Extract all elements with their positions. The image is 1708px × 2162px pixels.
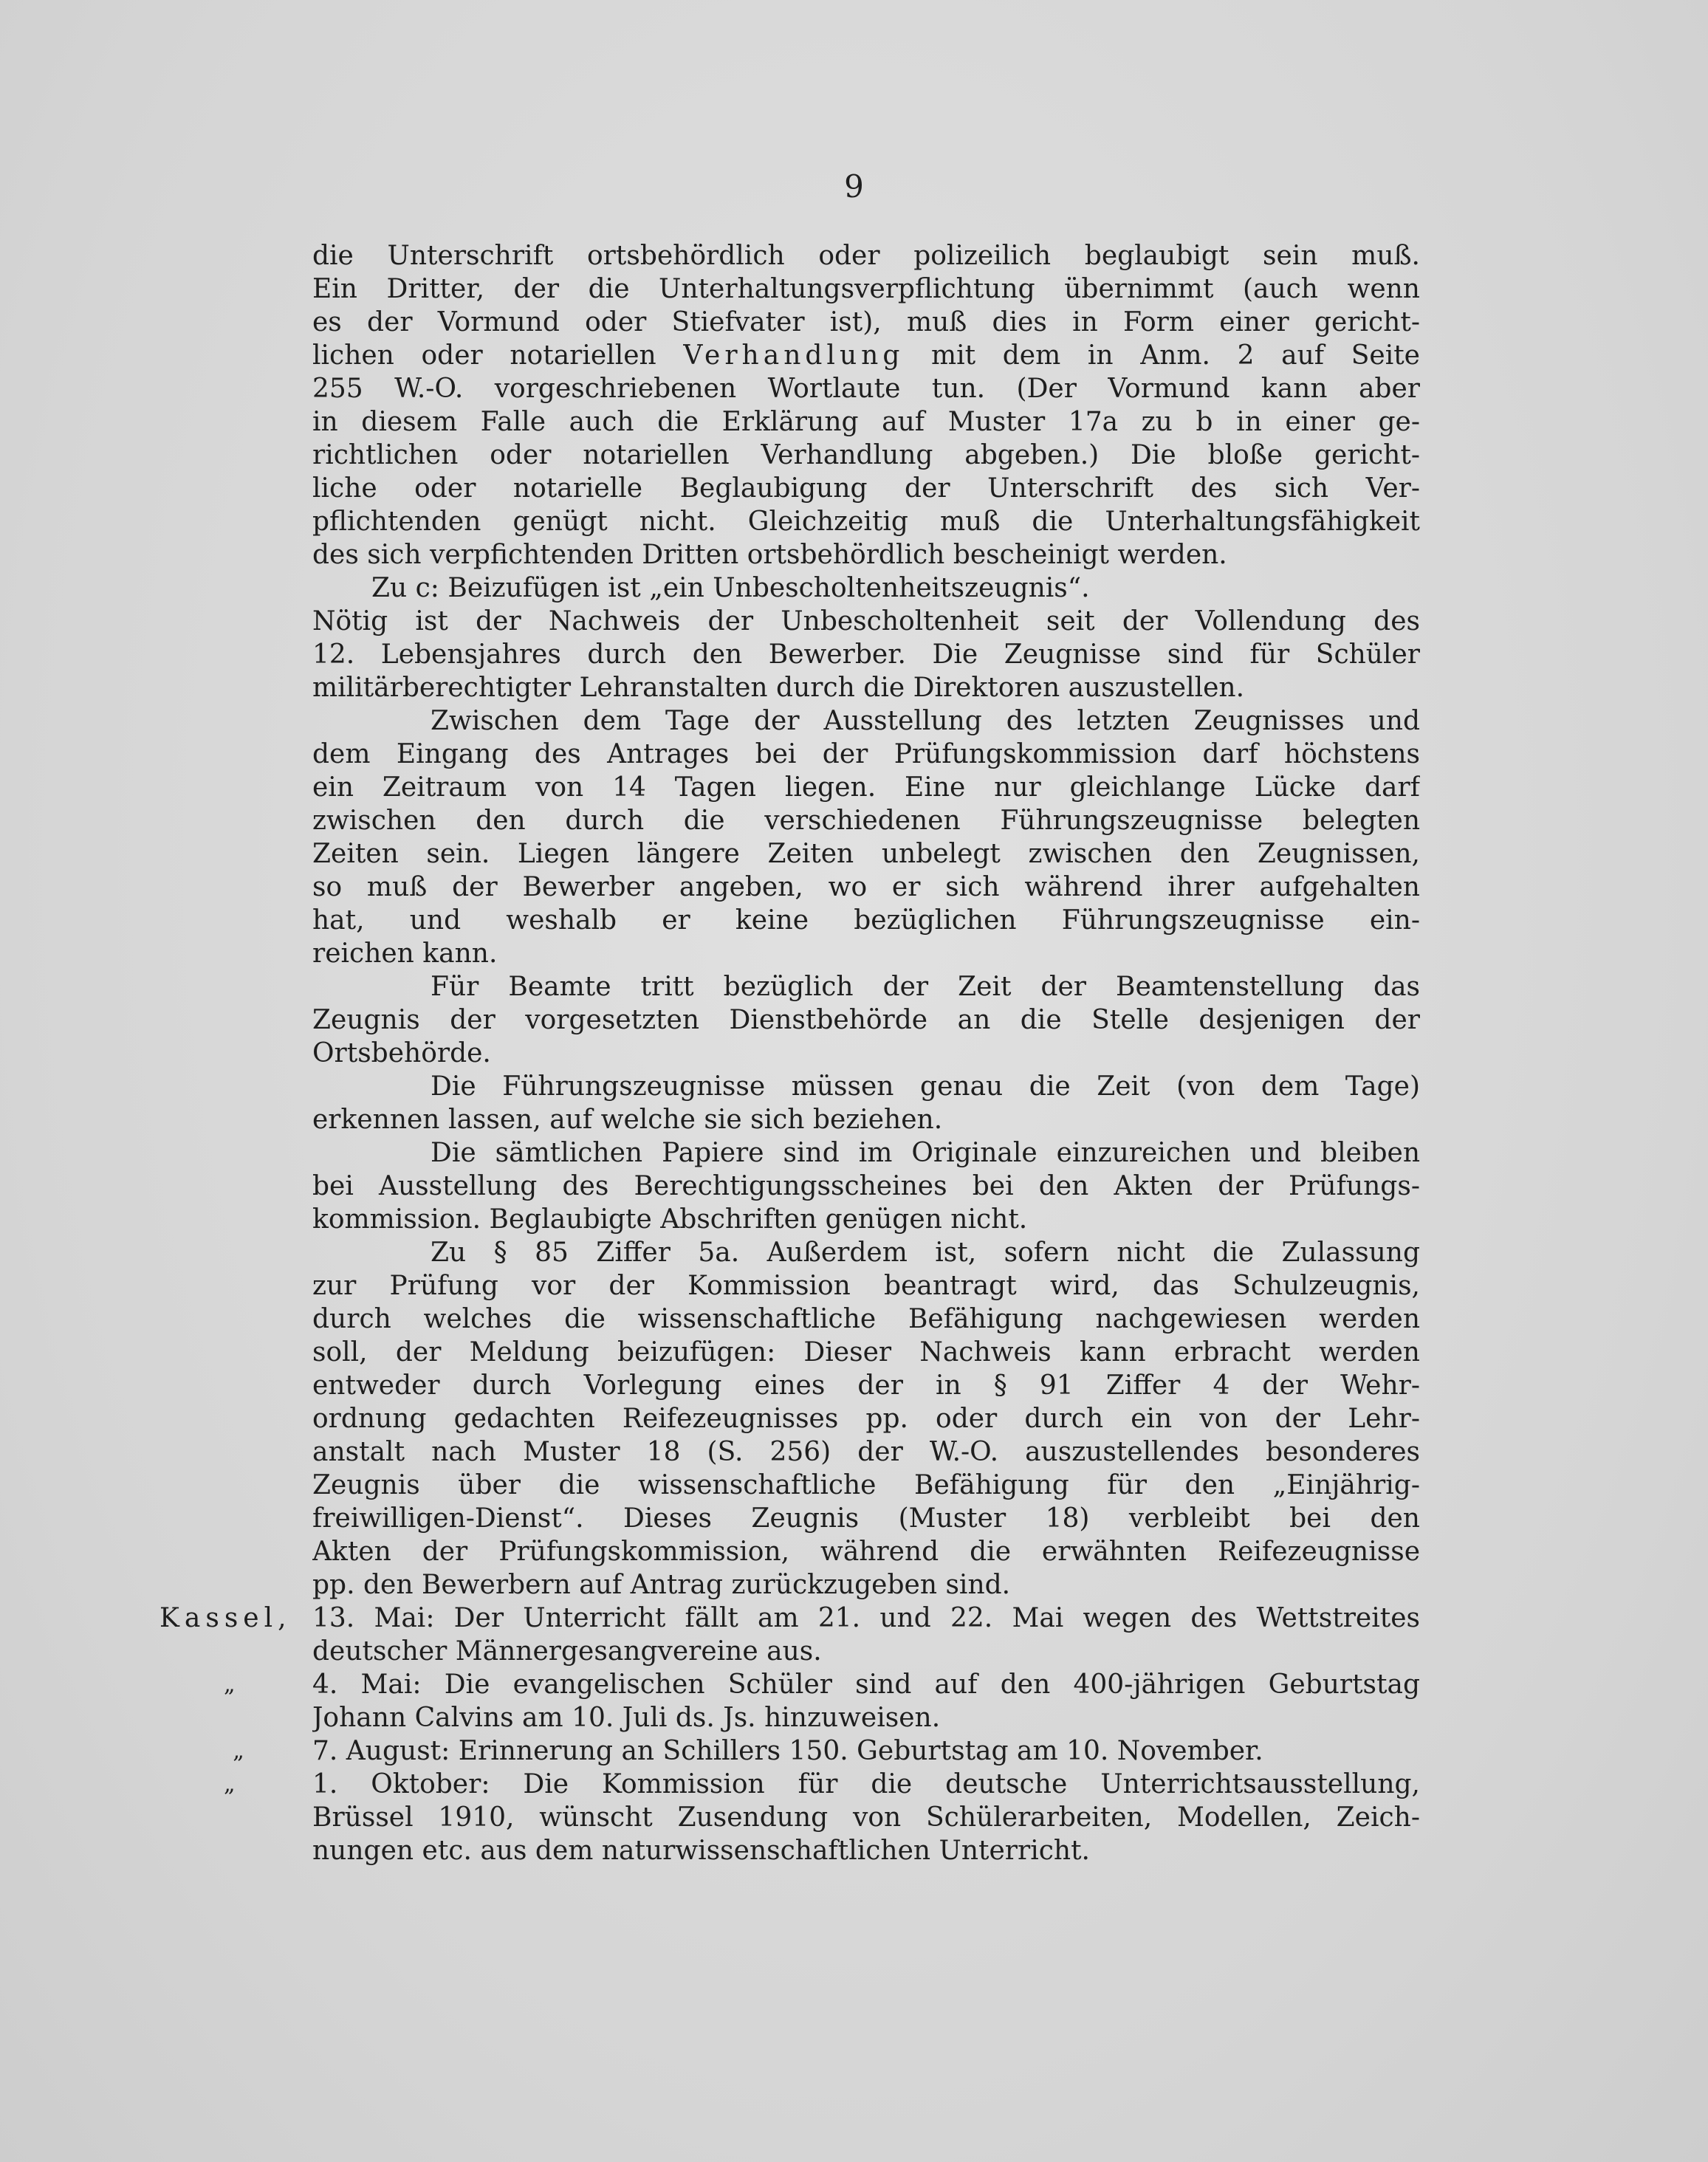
text-line: zwischen den durch die verschiedenen Führungszeugnisse belegten bbox=[312, 806, 1420, 836]
announcement-line bbox=[224, 1668, 1420, 1701]
announcement-line bbox=[224, 1768, 1420, 1801]
text-line: bei Ausstellung des Berechtigungsscheines bei den Akten der Prüfungs- bbox=[312, 1171, 1420, 1201]
text-line: Zeiten sein. Liegen längere Zeiten unbelegt zwischen den Zeugnissen, bbox=[312, 839, 1420, 869]
text-line: reichen kann. bbox=[312, 938, 498, 969]
ditto-mark: „ bbox=[224, 1672, 236, 1698]
text-line: erkennen lassen, auf welche sie sich beziehen. bbox=[312, 1105, 943, 1135]
text-line: dem Eingang des Antrages bei der Prüfungskommission darf höchstens bbox=[312, 739, 1420, 769]
text-line: Nötig ist der Nachweis der Unbescholtenheit seit der Vollendung des bbox=[312, 606, 1420, 636]
text-line: soll, der Meldung beizufügen: Dieser Nachweis kann erbracht werden bbox=[312, 1337, 1420, 1367]
announcement-text: 7. August: Erinnerung an Schillers 150. Geburtstag am 10. November. bbox=[312, 1736, 1263, 1766]
text-line: pp. den Bewerbern auf Antrag zurückzugeben sind. bbox=[312, 1570, 1011, 1600]
text-line: 255 W.-O. vorgeschriebenen Wortlaute tun. (Der Vormund kann aber bbox=[312, 374, 1420, 404]
text-fragment: lichen oder notariellen bbox=[312, 340, 656, 371]
text-line: kommission. Beglaubigte Abschriften genügen nicht. bbox=[312, 1204, 1028, 1235]
text-line: Zeugnis über die wissenschaftliche Befähigung für den „Einjährig- bbox=[312, 1470, 1420, 1500]
announcement-line: Johann Calvins am 10. Juli ds. Js. hinzuweisen. bbox=[312, 1703, 941, 1733]
text-line: militärberechtigter Lehranstalten durch die Direktoren auszustellen. bbox=[312, 673, 1245, 703]
text-line: zur Prüfung vor der Kommission beantragt wird, das Schulzeugnis, bbox=[312, 1271, 1420, 1301]
text-line: die Unterschrift ortsbehördlich oder polizeilich beglaubigt sein muß. bbox=[312, 241, 1420, 271]
announcement-line: deutscher Männergesangvereine aus. bbox=[312, 1636, 822, 1667]
text-line: ein Zeitraum von 14 Tagen liegen. Eine nur gleichlange Lücke darf bbox=[312, 772, 1420, 803]
text-line: Zwischen dem Tage der Ausstellung des letzten Zeugnisses und bbox=[431, 706, 1420, 736]
announcement-line: nungen etc. aus dem naturwissenschaftlichen Unterricht. bbox=[312, 1836, 1090, 1866]
city-label: Kassel, bbox=[160, 1603, 292, 1633]
body-text bbox=[160, 239, 1420, 1867]
text-line: so muß der Bewerber angeben, wo er sich während ihrer aufgehalten bbox=[312, 872, 1420, 902]
text-line: liche oder notarielle Beglaubigung der Unterschrift des sich Ver- bbox=[312, 473, 1420, 504]
text-line: ordnung gedachten Reifezeugnisses pp. oder durch ein von der Lehr- bbox=[312, 1404, 1420, 1434]
text-line: 12. Lebensjahres durch den Bewerber. Die Zeugnisse sind für Schüler bbox=[312, 639, 1420, 670]
text-line: in diesem Falle auch die Erklärung auf Muster 17a zu b in einer ge- bbox=[312, 407, 1420, 437]
ditto-mark: „ bbox=[224, 1771, 236, 1797]
announcement-text: 4. Mai: Die evangelischen Schüler sind auf den 400-jährigen Geburtstag bbox=[312, 1669, 1420, 1700]
text-line: pflichtenden genügt nicht. Gleichzeitig muß die Unterhaltungsfähigkeit bbox=[312, 507, 1420, 537]
text-fragment: mit dem in Anm. 2 auf Seite bbox=[931, 340, 1420, 371]
text-line: Zeugnis der vorgesetzten Dienstbehörde an die Stelle desjenigen der bbox=[312, 1005, 1420, 1035]
text-line: Akten der Prüfungskommission, während die erwähnten Reifezeugnisse bbox=[312, 1537, 1420, 1567]
text-line: Ein Dritter, der die Unterhaltungsverpflichtung übernimmt (auch wenn bbox=[312, 274, 1420, 304]
spaced-word-verhandlung: Verhandlung bbox=[683, 340, 905, 371]
text-line: Für Beamte tritt bezüglich der Zeit der Beamtenstellung das bbox=[431, 972, 1420, 1002]
text-line: es der Vormund oder Stiefvater ist), muß dies in Form einer gericht- bbox=[312, 307, 1420, 337]
text-line: Die sämtlichen Papiere sind im Originale einzureichen und bleiben bbox=[431, 1138, 1420, 1168]
announcement-line: Brüssel 1910, wünscht Zusendung von Schülerarbeiten, Modellen, Zeich- bbox=[312, 1802, 1420, 1833]
text-line: Zu c: Beizufügen ist „ein Unbescholtenheitszeugnis“. bbox=[371, 573, 1090, 603]
page-number: 9 bbox=[844, 168, 864, 205]
text-line: hat, und weshalb er keine bezüglichen Führungszeugnisse ein- bbox=[312, 905, 1420, 936]
announcement-text: 13. Mai: Der Unterricht fällt am 21. und 22. Mai wegen des Wettstreites bbox=[312, 1603, 1420, 1633]
text-line: Ortsbehörde. bbox=[312, 1038, 491, 1068]
text-line: des sich verpfichtenden Dritten ortsbehördlich bescheinigt werden. bbox=[312, 540, 1227, 570]
announcement-line bbox=[160, 1602, 1420, 1635]
announcement-line bbox=[233, 1734, 1420, 1768]
text-line: freiwilligen-Dienst“. Dieses Zeugnis (Muster 18) verbleibt bei den bbox=[312, 1503, 1420, 1534]
text-line: durch welches die wissenschaftliche Befähigung nachgewiesen werden bbox=[312, 1304, 1420, 1334]
text-line-with-spaced-word bbox=[312, 339, 1420, 372]
text-line: richtlichen oder notariellen Verhandlung abgeben.) Die bloße gericht- bbox=[312, 440, 1420, 470]
ditto-mark: „ bbox=[233, 1738, 244, 1764]
announcement-text: 1. Oktober: Die Kommission für die deutsche Unterrichtsausstellung, bbox=[312, 1769, 1420, 1799]
text-line: entweder durch Vorlegung eines der in § 91 Ziffer 4 der Wehr- bbox=[312, 1370, 1420, 1401]
text-line: Zu § 85 Ziffer 5a. Außerdem ist, sofern nicht die Zulassung bbox=[431, 1238, 1420, 1268]
text-line: Die Führungszeugnisse müssen genau die Zeit (von dem Tage) bbox=[431, 1071, 1420, 1102]
text-line: anstalt nach Muster 18 (S. 256) der W.-O. auszustellendes besonderes bbox=[312, 1437, 1420, 1467]
